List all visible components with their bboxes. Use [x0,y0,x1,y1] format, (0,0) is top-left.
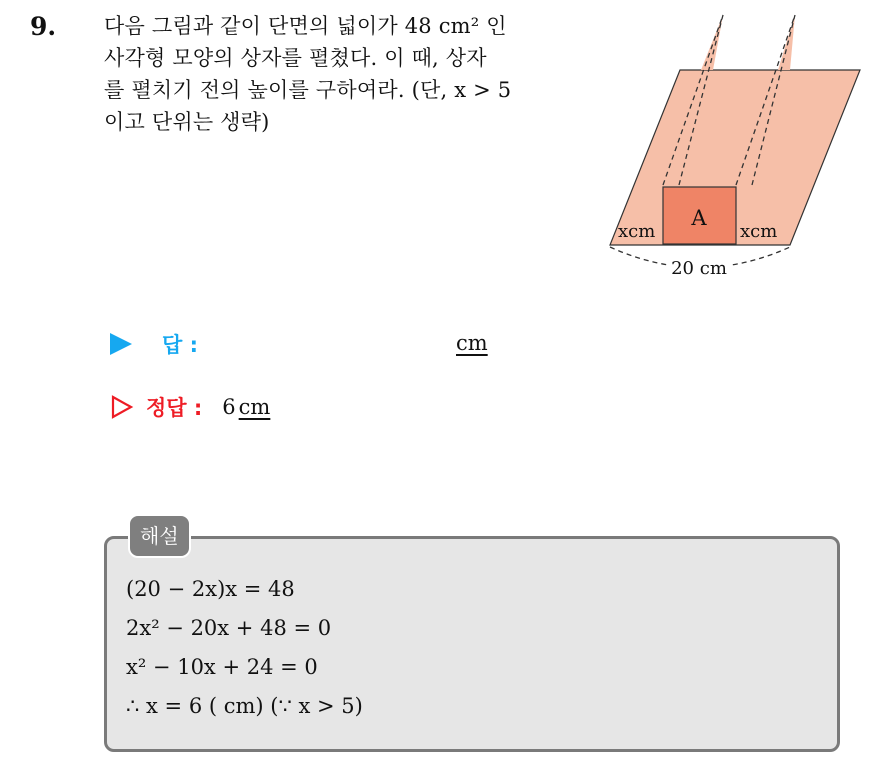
question-line: 이고 단위는 생략) [104,110,270,134]
figure-svg [590,10,884,290]
answer-row [110,328,198,360]
solution-lines [126,570,363,726]
question-line: 다음 그림과 같이 단면의 넓이가 48 cm² 인 [104,14,507,38]
solution-line: 2x² − 20x + 48 = 0 [126,616,332,640]
correct-answer-row [110,391,270,423]
label-a: A [691,206,707,230]
outline-triangle-icon [110,395,134,419]
correct-answer-label: 정답 : [146,396,203,420]
label-right-x: xcm [740,221,778,242]
solution-title: 해설 [128,514,191,558]
label-left-x: xcm [618,221,656,242]
solution-line: (20 − 2x)x = 48 [126,577,295,601]
play-triangle-icon [110,333,132,355]
correct-answer-unit: cm [238,395,271,419]
question-line: 사각형 모양의 상자를 펼쳤다. 이 때, 상자 [104,46,487,70]
answer-label: 답 : [162,333,198,357]
unfolded-box-figure [590,10,884,290]
question-text [104,10,584,138]
question-line: 를 펼치기 전의 높이를 구하여라. (단, x > 5 [104,78,512,102]
label-width: 20 cm [671,258,727,279]
question-number: 9. [30,12,57,41]
correct-answer-value [222,395,270,419]
answer-unit: cm [456,331,488,355]
solution-line: x² − 10x + 24 = 0 [126,655,318,679]
correct-answer-number: 6 [222,395,236,419]
solution-line: ∴ x = 6 ( cm) (∵ x > 5) [126,694,363,718]
